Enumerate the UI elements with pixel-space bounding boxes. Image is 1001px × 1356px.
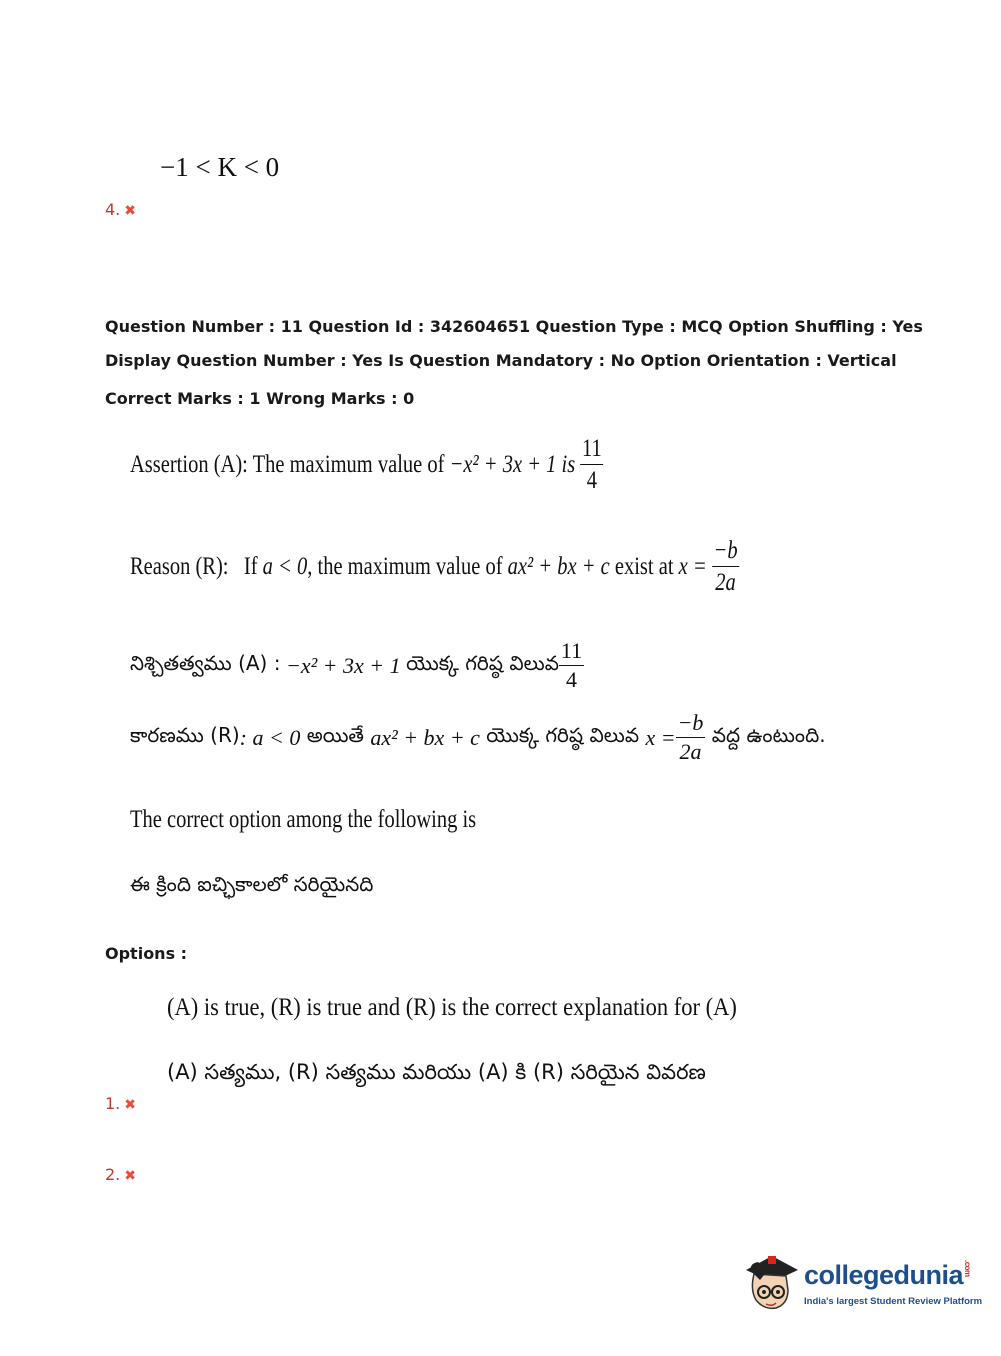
previous-option-math [160,152,279,183]
reason-fraction [712,538,739,595]
fraction-numerator: 11 [580,436,603,465]
option-1-english: (A) is true, (R) is true and (R) is the correct explanation for (A) [167,994,737,1021]
telugu-reason-fraction [676,712,706,763]
telugu-reason-end: వద్ద ఉంటుంది. [705,723,826,747]
prompt-english: The correct option among the following is [130,806,477,833]
previous-option-4[interactable] [105,200,136,219]
assertion-fraction [580,436,603,493]
fraction-denominator: 2a [715,569,736,596]
assertion-expression: −x² + 3x + 1 is [449,450,576,478]
collegedunia-logo[interactable] [742,1250,983,1320]
reason-suffix: exist at [609,552,679,580]
mascot-icon [742,1250,802,1314]
question-meta-line-3: Correct Marks : 1 Wrong Marks : 0 [105,389,415,408]
reason-prefix: Reason (R): If [130,552,263,580]
prompt-telugu: ఈ క్రింది ఐచ్ఛికాలలో సరియైనది [130,872,374,896]
reason-mid: , the maximum value of [307,552,508,580]
options-heading: Options : [105,944,188,963]
telugu-assertion-text: యొక్క గరిష్ఠ విలువ [406,651,559,675]
assertion-prefix: Assertion (A): The maximum value of [130,450,445,478]
telugu-assertion-label: నిశ్చితత్వము (A) : [130,651,281,675]
question-meta-line-1: Question Number : 11 Question Id : 342604651 Question Type : MCQ Option Shuffling : Yes [105,317,923,336]
reason-expression: ax² + bx + c [507,552,610,580]
logo-suffix: .com [963,1260,973,1277]
telugu-assertion-fraction [559,640,584,691]
option-number: 1. [105,1094,121,1113]
telugu-reason-expression: ax² + bx + c [370,724,480,750]
telugu-assertion-expression: −x² + 3x + 1 [280,652,407,678]
question-meta-line-2: Display Question Number : Yes Is Question Mandatory : No Option Orientation : Vertical [105,351,897,370]
fraction-denominator: 4 [566,667,578,692]
fraction-denominator: 4 [586,467,597,494]
reason-line [130,538,739,595]
fraction-numerator: −b [676,712,706,738]
logo-brand-text: collegedunia [804,1260,964,1290]
telugu-reason-text: యొక్క గరిష్ఠ విలువ [479,723,646,747]
option-1-telugu: (A) సత్యము, (R) సత్యము మరియు (A) కి (R) సరియైన వివరణ [167,1060,706,1084]
option-1[interactable] [105,1094,136,1113]
logo-brand [804,1260,972,1291]
telugu-reason-label: కారణము (R) [130,723,240,747]
assertion-line [130,436,603,493]
reason-condition: a < 0 [262,552,308,580]
telugu-assertion-line [130,640,584,691]
telugu-reason-line [130,712,826,763]
option-2[interactable] [105,1165,136,1184]
option-number: 4. [105,200,121,219]
telugu-reason-x: x = [645,724,676,750]
previous-option-math-text: −1 < K < 0 [160,152,280,182]
reason-x: x = [678,552,707,580]
cross-icon: ✖ [124,1168,136,1184]
fraction-numerator: −b [712,538,739,567]
telugu-reason-condition: : a < 0 [239,724,301,750]
fraction-denominator: 2a [679,739,702,764]
telugu-reason-if: అయితే [300,723,371,747]
cross-icon: ✖ [124,203,136,219]
cross-icon: ✖ [124,1097,136,1113]
logo-tagline: India's largest Student Review Platform [804,1296,983,1307]
option-number: 2. [105,1165,121,1184]
fraction-numerator: 11 [559,640,584,666]
